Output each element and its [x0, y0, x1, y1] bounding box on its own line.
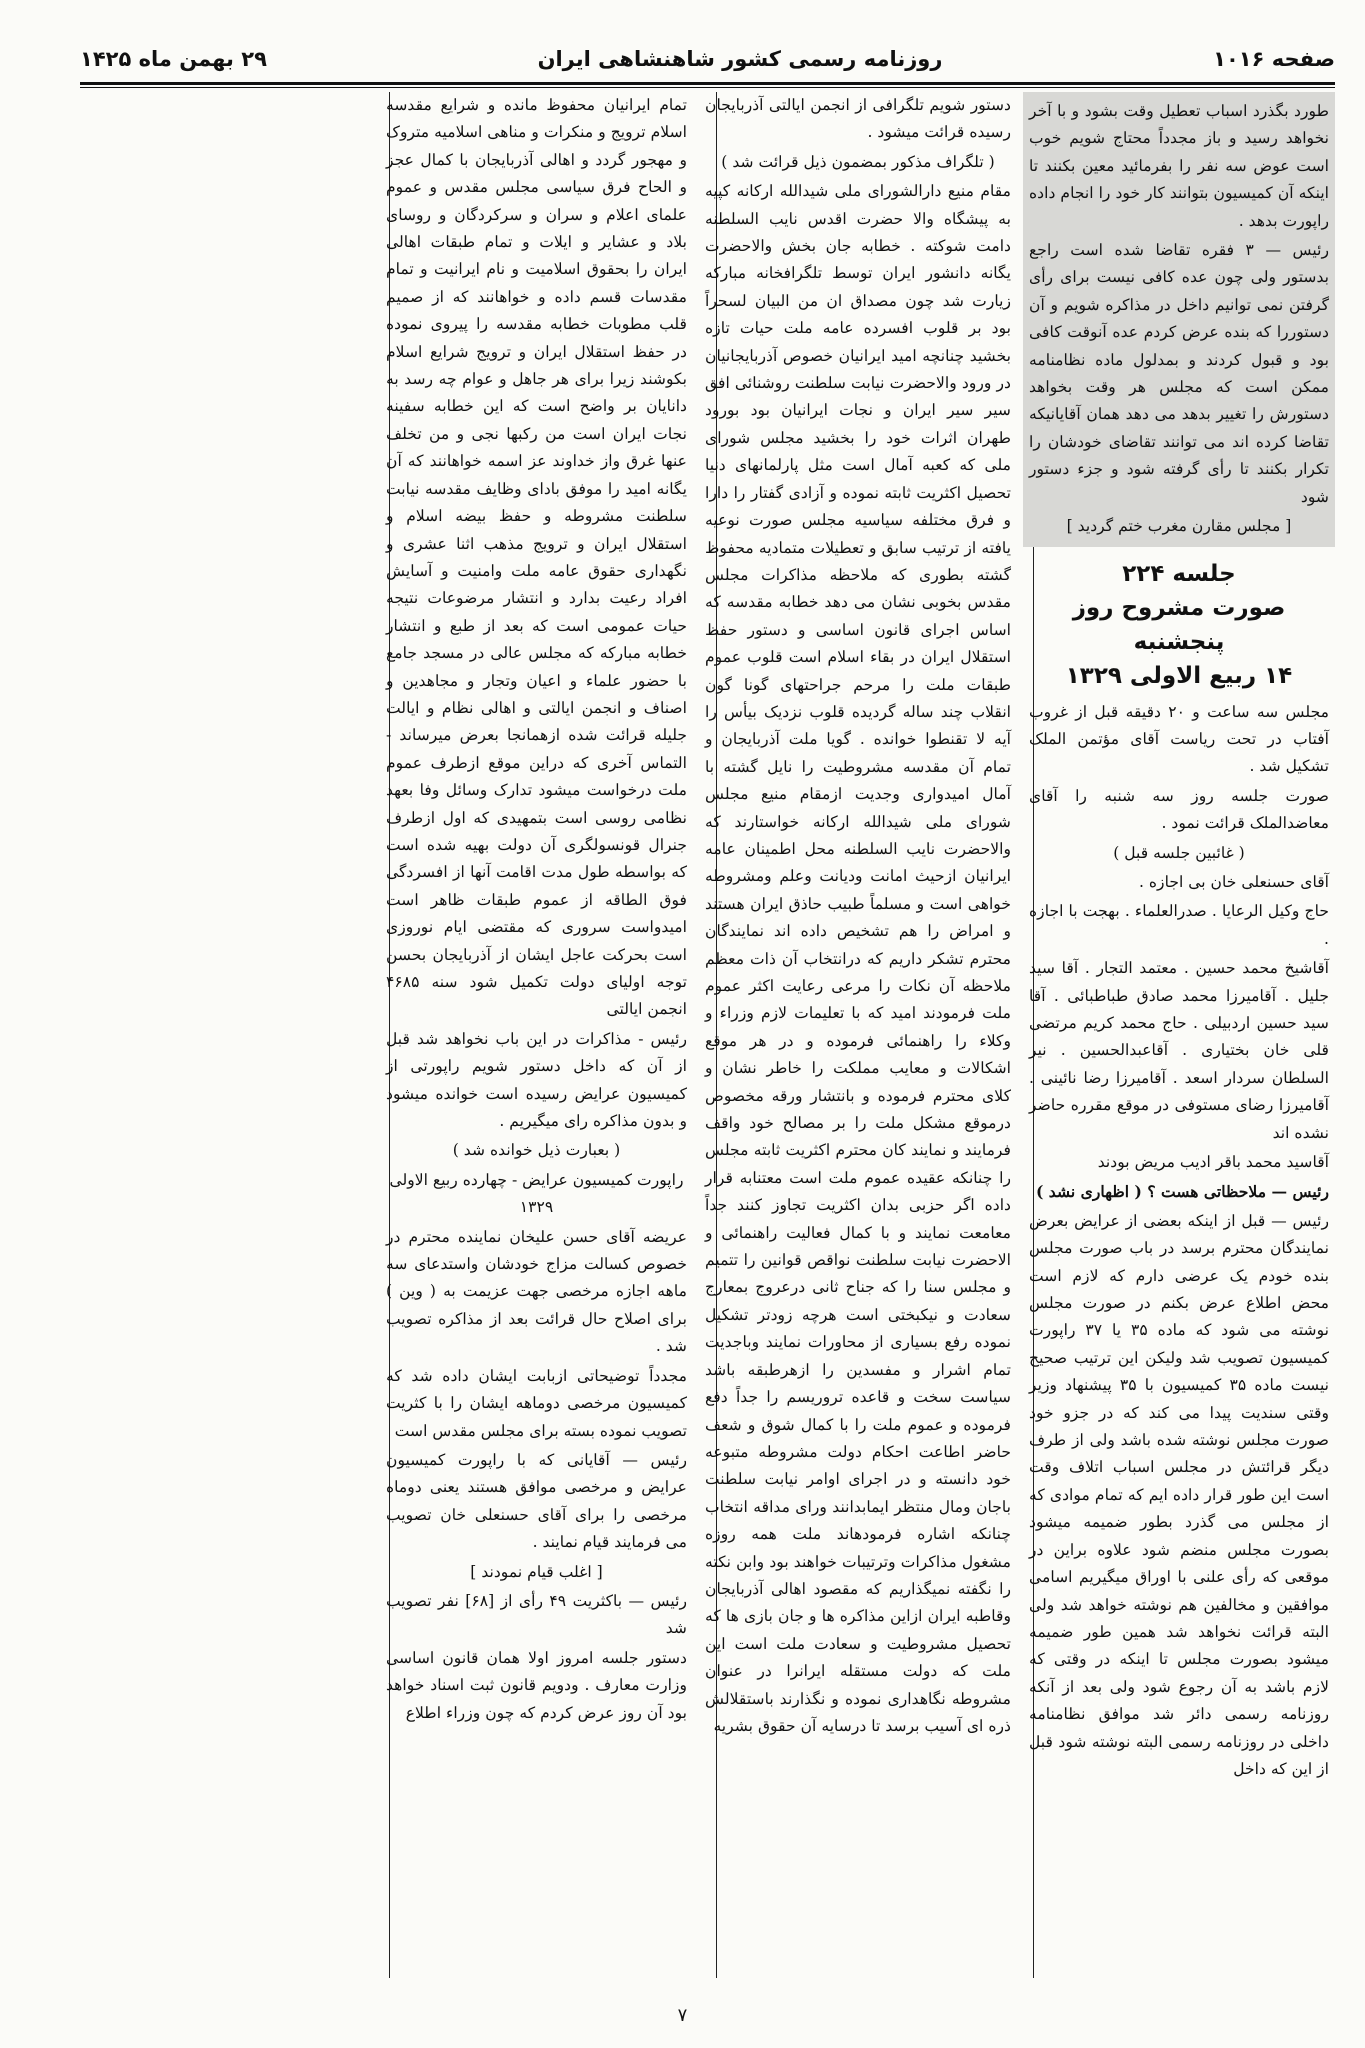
column-2 — [699, 92, 1017, 1978]
paragraph: آقاسید محمد باقر ادیب مریض بودند — [1097, 1153, 1329, 1171]
page-number: ۷ — [677, 2005, 688, 2026]
session-number: جلسه ۲۲۴ — [1122, 560, 1236, 587]
speaker-paragraph: رئیس - مذاکرات در این باب نخواهد شد قبل از آن که داخل دستور شویم راپورتی از کمیسیون عرایض رسیده است خوانده میشود و بدون مذاکره رای میگیریم . — [386, 1029, 687, 1131]
text-columns — [80, 92, 1335, 1978]
column-1 — [1023, 92, 1335, 1978]
paragraph: دستور جلسه امروز اولا همان قانون اساسی وزارت معارف . ودویم قانون ثبت اسناد خواهد بود آن روز عرض کردم که چون وزراء اطلاع — [386, 1648, 687, 1722]
paragraph: طورد بگذرد اسباب تعطیل وقت بشود و با آخر نخواهد رسید و باز مجدداً محتاج شویم خوب است عوض سه نفر را بفرمائید معین بکنند تا اینکه آن کمیسیون بتوانند کار خود را انجام داده راپورت بدهد . — [1029, 102, 1329, 230]
paragraph: حاج وکیل الرعایا . صدرالعلماء . بهجت با اجازه . — [1029, 902, 1329, 948]
paragraph: صورت جلسه روز سه شنبه را آقای معاضدالملک قرائت نمود . — [1029, 786, 1329, 833]
paragraph: آقاشیخ محمد حسین . معتمد التجار . آقا سید جلیل . آقامیرزا محمد صادق طباطبائی . آقا سید حسین اردبیلی . حاج محمد کریم مرتضی قلی خان بختیاری . آقاعبدالحسین . نیر السلطان سردار اسعد . آقامیرزا رضا نائینی . آقامیرزا رضای مستوفی در موقع مقرره حاضر نشده اند — [1029, 959, 1329, 1142]
issue-date: ۲۹ بهمن ماه ۱۴۲۵ — [80, 47, 267, 71]
speaker-paragraph: رئیس — آقایانی که با راپورت کمیسیون عرایض و مرخصی موافق هستند یعنی دوماه مرخصی را برای آقای حسنعلی خان تصویب می فرمایند قیام نمایند . — [386, 1450, 687, 1552]
header-rule-thin — [80, 87, 1335, 88]
session-heading — [1029, 557, 1329, 693]
column-3 — [380, 92, 693, 1978]
page-header — [80, 40, 1335, 78]
paragraph: رئیس — قبل از اینکه بعضی از عرایض بعرض نمایندگان محترم برسد در باب صورت مجلس بنده خودم یک عرضی دارم که لازم است محض اطلاع عرض بکنم در صورت مجلس نوشته می شود که ماده ۳۵ یا ۳۷ راپورت کمیسیون تصویب شد ولیکن این ترتیب صحیح نیست ماده ۳۵ کمیسیون با ۳۵ پیشنهاد وزیر وقتی سندیت پیدا می کند که در جزو خود صورت مجلس نوشته شده باشد ولی از طرف دیگر قرائتش در مجلس اسباب اتلاف وقت است این طور قرار داده ایم که تمام موادی که از مجلس می گذرد بطور ضمیمه میشود بصورت مجلس منضم شود علاوه براین در موقعی که رأی علنی با اوراق میگیریم اسامی موافقین و مخالفین هم نوشته خواهد شد ولی البته قرائت نخواهد شد همین طور ضمیمه میشود بصورت مجلس تا اینکه در وقتی که لازم باشد به آن رجوع شود ولی بعد از آنکه روزنامه رسمی دائر شد موافق نظامنامه داخلی در روزنامه رسمی البته نوشته شود قبل از این که داخل — [1029, 1211, 1330, 1778]
paragraph: مقام منیع دارالشورای ملی شیدالله ارکانه کپیه به پیشگاه والا حضرت اقدس نایب السلطنه دامت شوکته . خطابه جان بخش والاحضرت یگانه دانشور ایران توسط تلگرافخانه مبارکه زیارت شد چون مصداق ان من البیان لسحراً بود بر قلوب افسرده عامه ملت حیات تازه بخشید چنانچه امید ایرانیان خصوص آذربایجانیان در ورود والاحضرت نیابت سلطنت روشنائی افق سیر سیر ایران و نجات ایرانیان بود بورود طهران اثرات خود را بخشید مجلس شورای ملی که کعبه آمال است مثل پارلمانهای دنیا تحصیل اکثریت ثابته نموده و آزادی گفتار را دارا و فرق مختلفه سیاسیه مجلس صورت نوعیه یافته از ترتیب سابق و تعطیلات متمادیه محفوظ گشته بطوری که ملاحظه مذاکرات مجلس مقدس بخوبی نشان می دهد خطابه مقدسه که اساس اجرای قانون اساسی و دستور حفظ استقلال ایران در بقاء اسلام است قلوب عموم طبقات ملت را مرحم جراحتهای گونا گون انقلاب چند ساله گردیده قلوب نزدیک بیأس را آیه لا تقنطوا خوانده . گویا ملت آذربایجان و تمام آن مقدسه مشروطیت را نایل گشته با آمال امیدواری وجدیت ازمقام منیع مجلس شورای ملی شیدالله ارکانه خواستارند که والاحضرت نایب السلطنه محل اطمینان عامه ایرانیان ازحیث امانت ودیانت وعلم ومشروطه خواهی است و مسلماً طبیب حاذق ایران هستند و امراض را هم تشخیص داده اند نمایندگان محترم تشکر داریم که درانتخاب آن ذات معظم ملاحظه آن نکات را مرعی رعایت اکثر عموم ملت فرمودند امید که با تعلیمات لازم وزراء و وکلاء را راهنمائی فرموده و در هر موقع اشکالات و معایب مملکت را خاطر نشان و کلای محترم فرموده و بانتشار ورقه مخصوص درموقع مشکل ملت را بر مصالح خود واقف فرمایند و نمایند کان محترم اکثریت ثابته مجلس را چنانکه عقیده عموم ملت است معتنابه قرار داده اگر حزبی بدان اکثریت تجاوز کنند جداً معامعت نمایند و با کمال فعالیت راهنمائی و الاحضرت نیابت سلطنت نواقص قوانین را تتمیم و مجلس سنا را که جناح ثانی درعروج بمعارج سعادت و نیکبختی است هرچه زودتر تشکیل نموده رفع بسیاری از محاورات نمایند وباجدیت تمام اشرار و مفسدین را ازهرطبقه باشد سیاست سخت و قاعده تروریسم را جداً دفع فرموده و عموم ملت را با کمال شوق و شعف حاضر اطاعت احکام دولت مشروطه متبوعه خود دانسته و در اجرای اوامر نیابت سلطنت باجان ومال منتظر ایمابدانند ورای مداقه انتخاب چنانکه اشاره فرمودهاند ملت همه روزه مشغول مذاکرات وترتیبات خواهند بود وابن نکته را نگفته نمیگذاریم که مقصود اهالی آذربایجان وقاطبه ایران ازاین مذاکره ها و جان بازی ها که تحصیل مشروطیت و سعادت ملت است این ملت که دولت مستقله ایرانرا در عنوان مشروطه نگاهداری نموده و نگذارند باستقلالش ذره ای آسیب برسد تا درسایه آن حقوق بشریه — [705, 182, 1011, 1735]
previous-session-ending — [1023, 92, 1335, 547]
paragraph: مجدداً توضیحاتی ازبابت ایشان داده شد که کمیسیون مرخصی دوماهه ایشان را با کثریت تصویب نموده بسته برای مجلس مقدس است — [386, 1366, 687, 1440]
paragraph: دستور شویم تلگرافی از انجمن ایالتی آذربایجان رسیده قرائت میشود . — [705, 96, 1011, 142]
note: [ اغلب قیام نمودند ] — [470, 1562, 603, 1581]
speaker-paragraph: رئیس — ملاحظاتی هست ؟ ( اظهاری نشد ) — [1036, 1182, 1329, 1202]
page-label: صفحه ۱۰۱۶ — [1213, 47, 1335, 71]
paragraph: عریضه آقای حسن علیخان نماینده محترم در خصوص کسالت مزاج خودشان واستدعای سه ماهه اجازه مرخصی جهت عزیمت به ( وین ) برای اصلاح حال قرائت بعد از مذاکره تصویب شد . — [386, 1227, 687, 1356]
absentees-heading: ( غائبین جلسه قبل ) — [1113, 843, 1245, 862]
gazette-title: روزنامه رسمی کشور شاهنشاهی ایران — [537, 47, 943, 71]
paragraph: رئیس — ۳ فقره تقاضا شده است راجع بدستور ولی چون عده کافی نیست برای رأی گرفتن نمی توانیم داخل در مذاکره شویم و آن دستوررا که بنده عرض کردم عده آنوقت کافی بود و قبول کردند و بمدلول ماده نظامنامه ممکن است که مجلس هر وقت بخواهد دستورش را تغییر بدهد می دهد همان آقایانیکه تقاضا کرده اند می توانند تقاضای خودشان را تکرار بکنند تا رأی گرفته شود و جزء دستور شود — [1029, 241, 1329, 506]
session-subtitle: صورت مشروح روز پنجشنبه — [1072, 594, 1286, 655]
paragraph: آقای حسنعلی خان بی اجازه . — [1138, 872, 1329, 891]
session-date: ۱۴ ربیع الاولی ۱۳۲۹ — [1065, 662, 1293, 689]
speaker-paragraph: رئیس — باکثریت ۴۹ رأی از [۶۸] نفر تصویب شد — [386, 1591, 687, 1638]
report-heading: راپورت کمیسیون عرایض - چهارده ربیع الاولی ۱۳۲۹ — [389, 1170, 684, 1217]
telegram-heading: ( تلگراف مذکور بمضمون ذیل قرائت شد ) — [721, 152, 995, 171]
paragraph: مجلس سه ساعت و ۲۰ دقیقه قبل از غروب آفتاب در تحت ریاست آقای مؤتمن الملک تشکیل شد . — [1029, 702, 1329, 776]
header-rule — [80, 82, 1335, 85]
note: ( بعبارت ذیل خوانده شد ) — [452, 1141, 621, 1160]
session-close-note: [ مجلس مقارن مغرب ختم گردید ] — [1066, 517, 1292, 536]
paragraph: تمام ایرانیان محفوظ مانده و شرایع مقدسه اسلام ترویج و منکرات و مناهی اسلامیه متروک و مهجور گردد و اهالی آذربایجان با کمال عجز و الحاح فرق سیاسی مجلس مقدس و عموم علمای اعلام و سران و سرکردگان و روسای بلاد و عشایر و ایلات و تمام طبقات اهالی ایران را بحقوق اسلامیت و نام ایرانیت و تمام مقدسات قسم داده و خواهانند که از صمیم قلب مطوبات خطابه مقدسه را پیروی نموده در حفظ استقلال ایران و ترویج شرایع اسلام بکوشند زیرا برای هر جاهل و عوام چه رسد به دانایان بر واضح است که این خطابه سفینه نجات ایران است من رکبها نجی و من تخلف عنها غرق واز خداوند عز اسمه خواهانند که آن یگانه امید را موفق بادای وظایف مقدسه نیابت سلطنت مشروطه و حفظ بیضه اسلام و استقلال ایران و ترویج مذهب اثنا عشری و نگهداری حقوق عامه ملت وامنیت و آسایش افراد رعیت بدارد و انتشار مرضوعات نتیجه حیات عمومی است که بعد از طبع و انتشار خطابه مبارکه که مجلس عالی در مسجد جامع با حضور علماء و اعیان وتجار و مجاهدین و اصناف و انجمن ایالتی و اهالی نظام و ایالت جلیله قرائت شده ازهمانجا بعرض میرساند - التماس آخری که دراین موقع ازطرف عموم ملت درخواست میشود تدارک وسائل وفا بعهد نظامی روسی است بتمهیدی که اول ازطرف جنرال قونسولگری آن دولت بهیه شده است که بواسطه طول مدت اقامت آنها از افسردگی فوق الطاقه از عموم طبقات ظاهر است امیدواست سروری که مقتضی ایام نوروزی است بحرکت عاجل ایشان از آذربایجان بحسن توجه اولیای دولت تکمیل شود سنه ۴۶۸۵ انجمن ایالتی — [386, 96, 687, 1019]
